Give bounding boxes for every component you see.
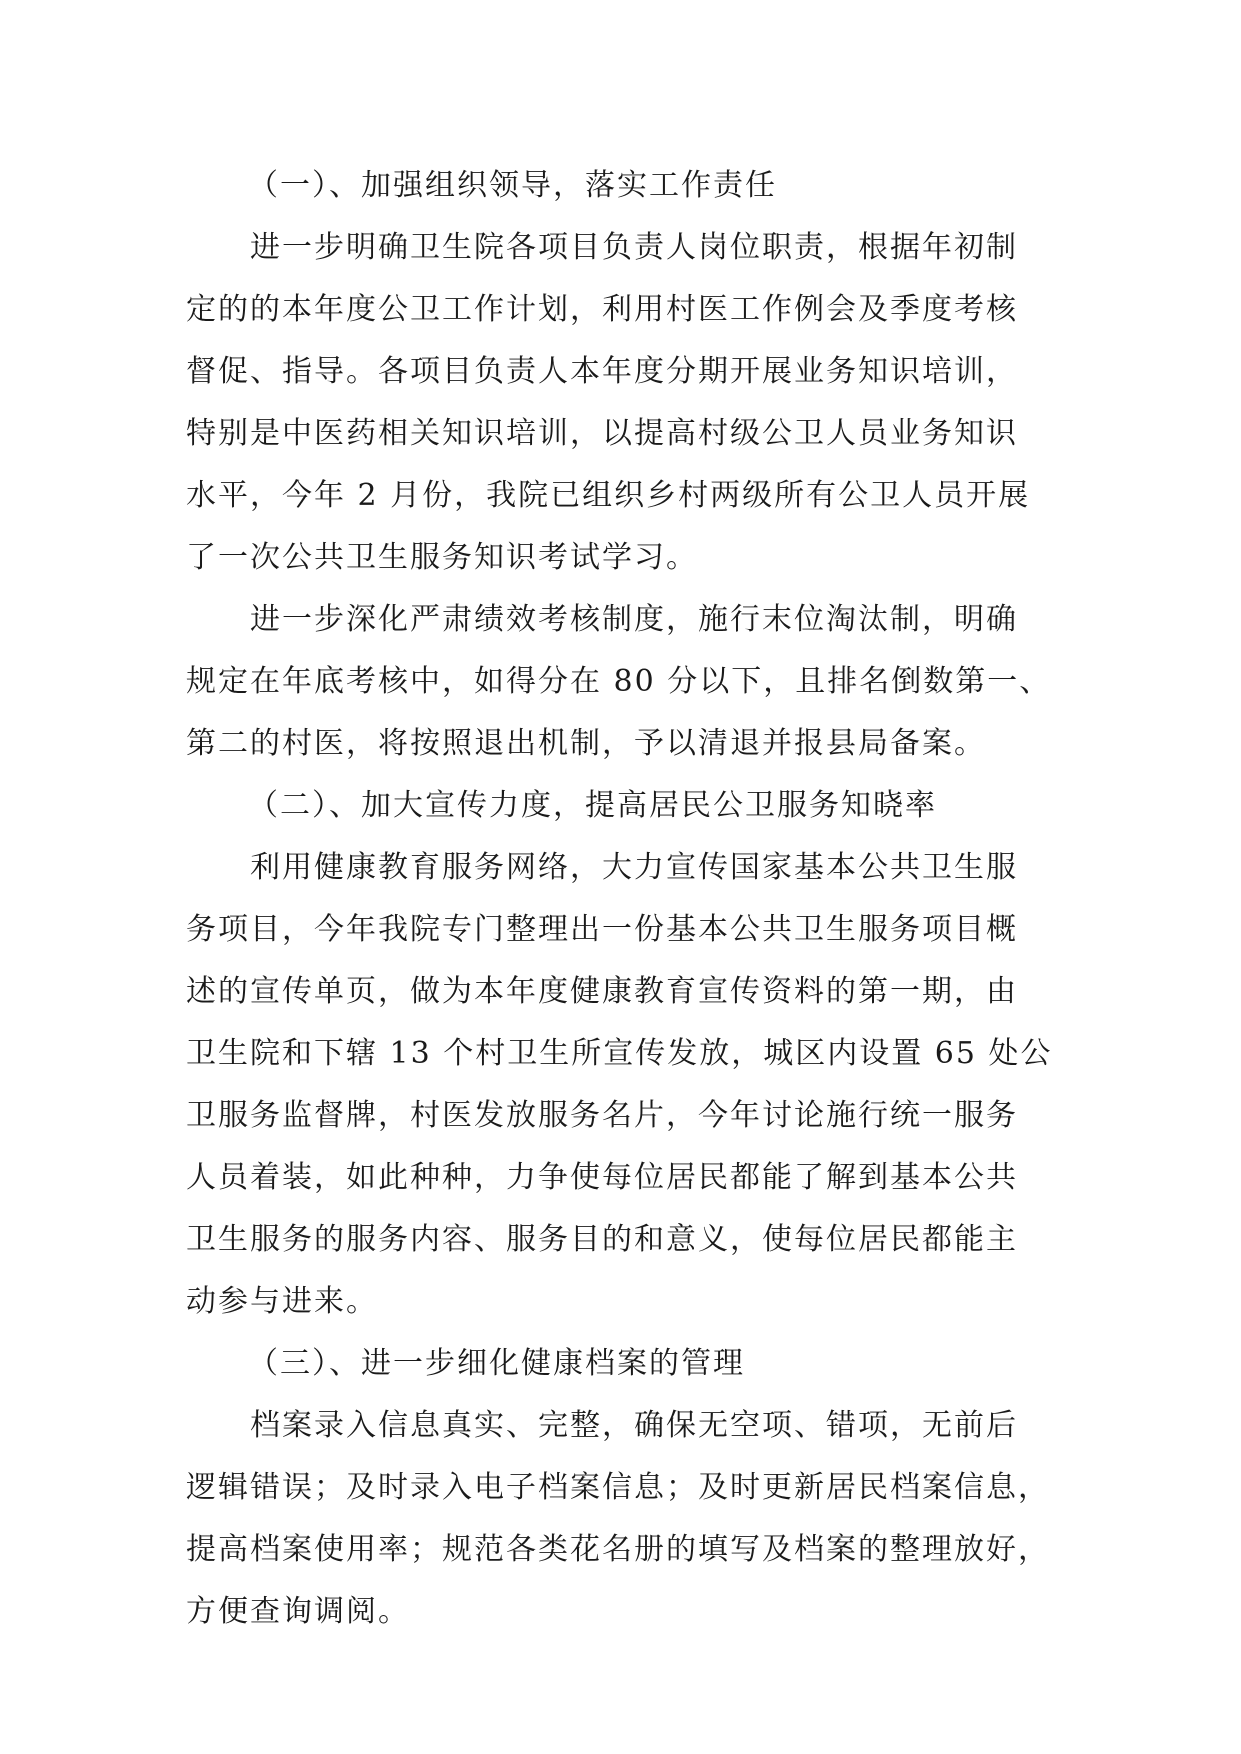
text-line: 第二的村医，将按照退出机制，予以清退并报县局备案。	[186, 726, 986, 761]
text-line: 人员着装，如此种种，力争使每位居民都能了解到基本公共	[186, 1160, 1018, 1195]
text-line: 务项目，今年我院专门整理出一份基本公共卫生服务项目概	[186, 912, 1018, 947]
text-line: 档案录入信息真实、完整，确保无空项、错项，无前后	[250, 1408, 1018, 1443]
text-line: 卫服务监督牌，村医发放服务名片，今年讨论施行统一服务	[186, 1098, 1018, 1133]
paragraph	[186, 1395, 1066, 1643]
text-line: 逻辑错误；及时录入电子档案信息；及时更新居民档案信息，	[186, 1470, 1050, 1505]
text-line: 动参与进来。	[186, 1284, 378, 1319]
section-1	[186, 155, 1066, 775]
text-line: 定的的本年度公卫工作计划，利用村医工作例会及季度考核	[186, 292, 1018, 327]
section-heading: （一）、加强组织领导，落实工作责任	[248, 168, 777, 203]
text-line: 利用健康教育服务网络，大力宣传国家基本公共卫生服	[250, 850, 1018, 885]
paragraph	[186, 837, 1066, 1333]
text-line: 水平，今年 2 月份，我院已组织乡村两级所有公卫人员开展	[186, 478, 1031, 513]
text-line: 进一步明确卫生院各项目负责人岗位职责，根据年初制	[250, 230, 1018, 265]
text-line: 了一次公共卫生服务知识考试学习。	[186, 540, 698, 575]
document-body	[186, 155, 1066, 1643]
section-3	[186, 1333, 1066, 1643]
text-line: 述的宣传单页，做为本年度健康教育宣传资料的第一期，由	[186, 974, 1018, 1009]
paragraph	[186, 217, 1066, 589]
text-line: 规定在年底考核中，如得分在 80 分以下，且排名倒数第一、	[186, 664, 1052, 699]
text-line: 卫生服务的服务内容、服务目的和意义，使每位居民都能主	[186, 1222, 1018, 1257]
text-line: 进一步深化严肃绩效考核制度，施行末位淘汰制，明确	[250, 602, 1018, 637]
section-heading: （二）、加大宣传力度，提高居民公卫服务知晓率	[248, 788, 937, 823]
section-2	[186, 775, 1066, 1333]
section-heading: （三）、进一步细化健康档案的管理	[248, 1346, 745, 1381]
text-line: 提高档案使用率；规范各类花名册的填写及档案的整理放好，	[186, 1532, 1050, 1567]
text-line: 方便查询调阅。	[186, 1594, 410, 1629]
text-line: 督促、指导。各项目负责人本年度分期开展业务知识培训，	[186, 354, 1018, 389]
text-line: 卫生院和下辖 13 个村卫生所宣传发放，城区内设置 65 处公	[186, 1036, 1053, 1071]
text-line: 特别是中医药相关知识培训，以提高村级公卫人员业务知识	[186, 416, 1018, 451]
paragraph	[186, 589, 1066, 775]
